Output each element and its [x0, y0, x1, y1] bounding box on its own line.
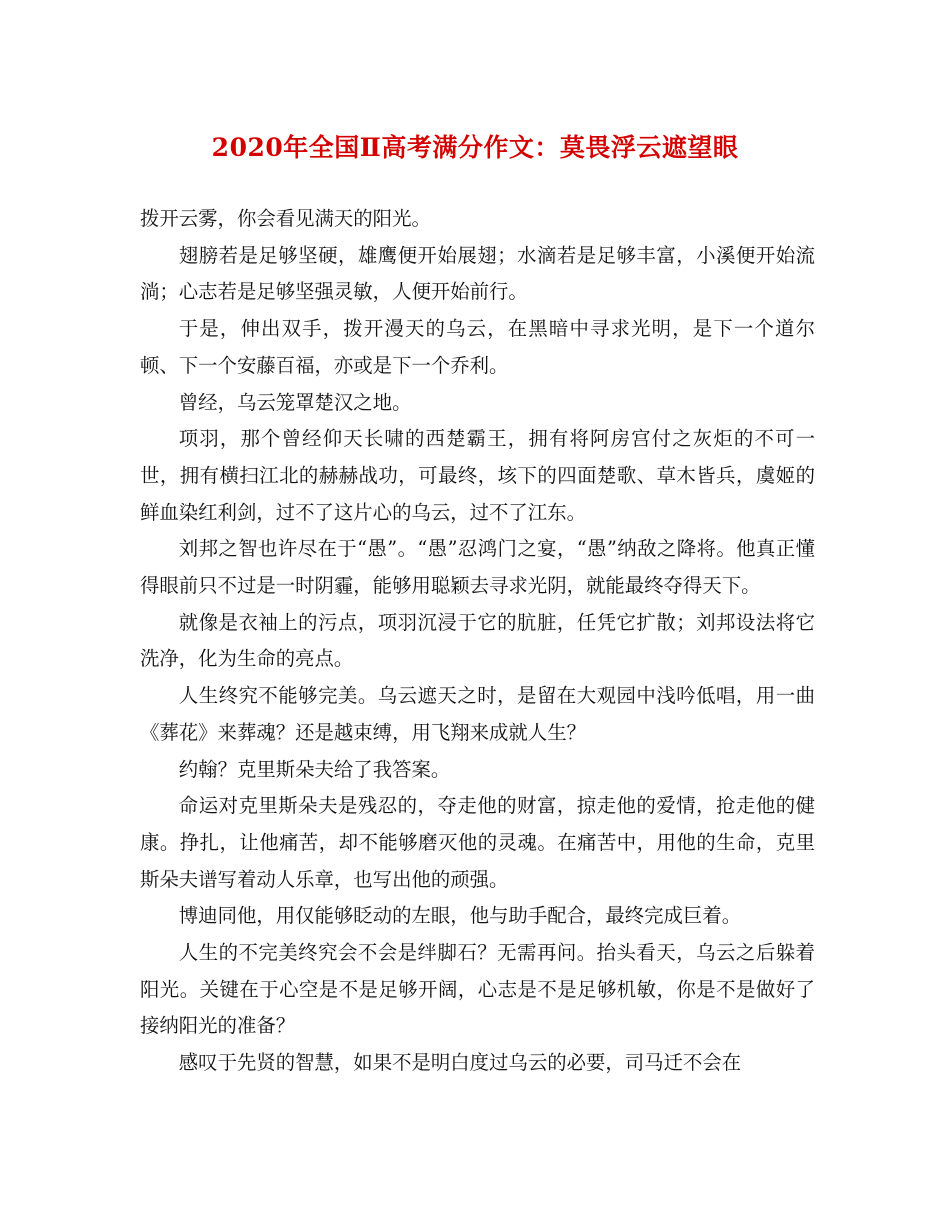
paragraph: 人生的不完美终究会不会是绊脚石？无需再问。抬头看天，乌云之后躲着阳光。关键在于心空是不是足够开阔，心志是不是足够机敏，你是不是做好了接纳阳光的准备？	[140, 941, 815, 1038]
paragraph: 博迪同他，用仅能够眨动的左眼，他与助手配合，最终完成巨着。	[178, 904, 742, 928]
paragraph: 感叹于先贤的智慧，如果不是明白度过乌云的必要，司马迁不会在	[178, 1051, 742, 1075]
paragraph: 项羽，那个曾经仰天长啸的西楚霸王，拥有将阿房宫付之灰炬的不可一世，拥有横扫江北的赫赫战功，可最终，垓下的四面楚歌、草木皆兵，虞姬的鲜血染红利剑，过不了这片心的乌云，过不了江东。	[140, 427, 815, 524]
page-title: 2020年全国Ⅱ高考满分作文：莫畏浮云遮望眼	[211, 133, 739, 162]
paragraph: 翅膀若是足够坚硬，雄鹰便开始展翅；水滴若是足够丰富，小溪便开始流淌；心志若是足够坚强灵敏，人便开始前行。	[140, 243, 815, 304]
paragraph: 曾经，乌云笼罩楚汉之地。	[178, 390, 412, 414]
paragraph: 刘邦之智也许尽在于“愚”。“愚”忍鸿门之宴，“愚”纳敌之降将。他真正懂得眼前只不过是一时阴霾，能够用聪颖去寻求光阴，就能最终夺得天下。	[140, 537, 815, 598]
paragraph: 拨开云雾，你会看见满天的阳光。	[140, 207, 431, 230]
paragraph: 就像是衣袖上的污点，项羽沉浸于它的肮脏，任凭它扩散；刘邦设法将它洗净，化为生命的亮点。	[140, 610, 815, 671]
paragraph: 约翰？克里斯朵夫给了我答案。	[178, 757, 451, 781]
paragraph: 命运对克里斯朵夫是残忍的，夺走他的财富，掠走他的爱情，抢走他的健康。挣扎，让他痛苦，却不能够磨灭他的灵魂。在痛苦中，用他的生命，克里斯朵夫谱写着动人乐章，也写出他的顽强。	[140, 794, 815, 891]
paragraph: 人生终究不能够完美。乌云遮天之时，是留在大观园中浅吟低唱，用一曲《葬花》来葬魂？还是越束缚，用飞翔来成就人生？	[140, 684, 815, 744]
paragraph: 于是，伸出双手，拨开漫天的乌云，在黑暗中寻求光明，是下一个道尔顿、下一个安藤百福，亦或是下一个乔利。	[140, 317, 815, 377]
essay-body	[140, 201, 815, 1082]
